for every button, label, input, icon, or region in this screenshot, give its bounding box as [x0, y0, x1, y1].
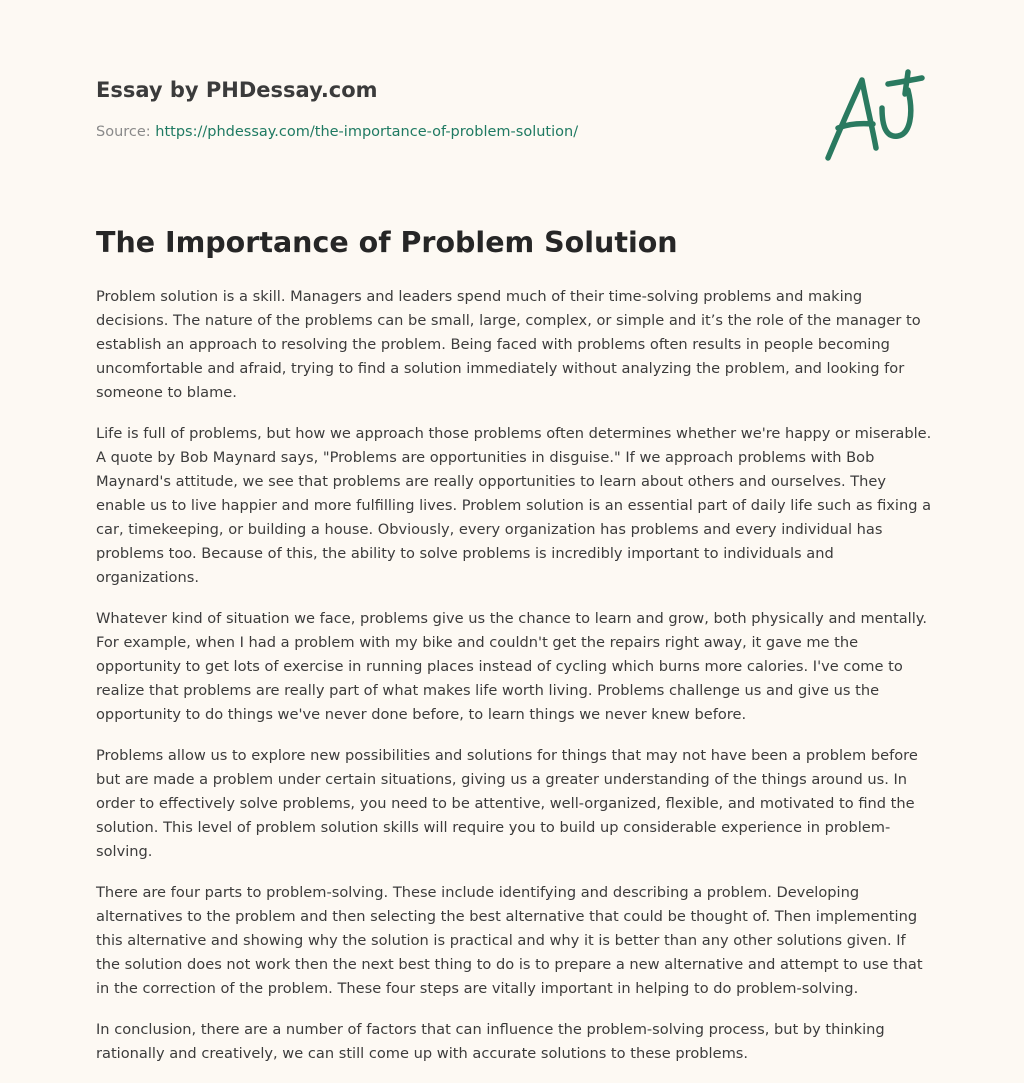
essay-paragraph: Problems allow us to explore new possibilities and solutions for things that may not have been a problem before but are made a problem under certain situations, giving us a greater understanding of the things around us. In order to effectively solve problems, you need to be attentive, well-organized, flexible, and motivated to find the solution. This level of problem solution skills will require you to build up considerable experience in problem-solving.: [96, 747, 918, 860]
source-label: Source:: [96, 124, 156, 140]
a-plus-logo-icon: [822, 68, 926, 166]
essay-paragraph: Whatever kind of situation we face, problems give us the chance to learn and grow, both physically and mentally. For example, when I had a problem with my bike and couldn't get the repairs right away, it gave me the opportunity to get lots of exercise in running places instead of cycling which burns more calories. I've come to realize that problems are really part of what makes life worth living. Problems challenge us and give us the opportunity to do things we've never done before, to learn things we never knew before.: [96, 610, 927, 723]
essay-paragraph: In conclusion, there are a number of factors that can influence the problem-solving process, but by thinking rationally and creatively, we can still come up with accurate solutions to these problems.: [96, 1021, 885, 1062]
site-brand: Essay by PHDessay.com: [96, 78, 378, 102]
source-link[interactable]: https://phdessay.com/the-importance-of-problem-solution/: [155, 124, 579, 140]
essay-paragraph: There are four parts to problem-solving. These include identifying and describing a problem. Developing alternatives to the problem and then selecting the best alternative that could be thought of. Then implementing this alternative and showing why the solution is practical and why it is better than any other solutions given. If the solution does not work then the next best thing to do is to prepare a new alternative and attempt to use that in the correction of the problem. These four steps are vitally important in helping to do problem-solving.: [96, 884, 923, 997]
source-line: [96, 124, 578, 140]
essay-paragraph: Life is full of problems, but how we approach those problems often determines whether we're happy or miserable. A quote by Bob Maynard says, "Problems are opportunities in disguise." If we approach problems with Bob Maynard's attitude, we see that problems are really opportunities to learn about others and ourselves. They enable us to live happier and more fulfilling lives. Problem solution is an essential part of daily life such as fixing a car, timekeeping, or building a house. Obviously, every organization has problems and every individual has problems too. Because of this, the ability to solve problems is incredibly important to individuals and organizations.: [96, 425, 932, 586]
essay-title: The Importance of Problem Solution: [96, 226, 678, 259]
essay-paragraph: Problem solution is a skill. Managers and leaders spend much of their time-solving problems and making decisions. The nature of the problems can be small, large, complex, or simple and it’s the role of the manager to establish an approach to resolving the problem. Being faced with problems often results in people becoming uncomfortable and afraid, trying to find a solution immediately without analyzing the problem, and looking for someone to blame.: [96, 288, 921, 401]
essay-body: [96, 285, 932, 1083]
page-header: [96, 0, 928, 190]
